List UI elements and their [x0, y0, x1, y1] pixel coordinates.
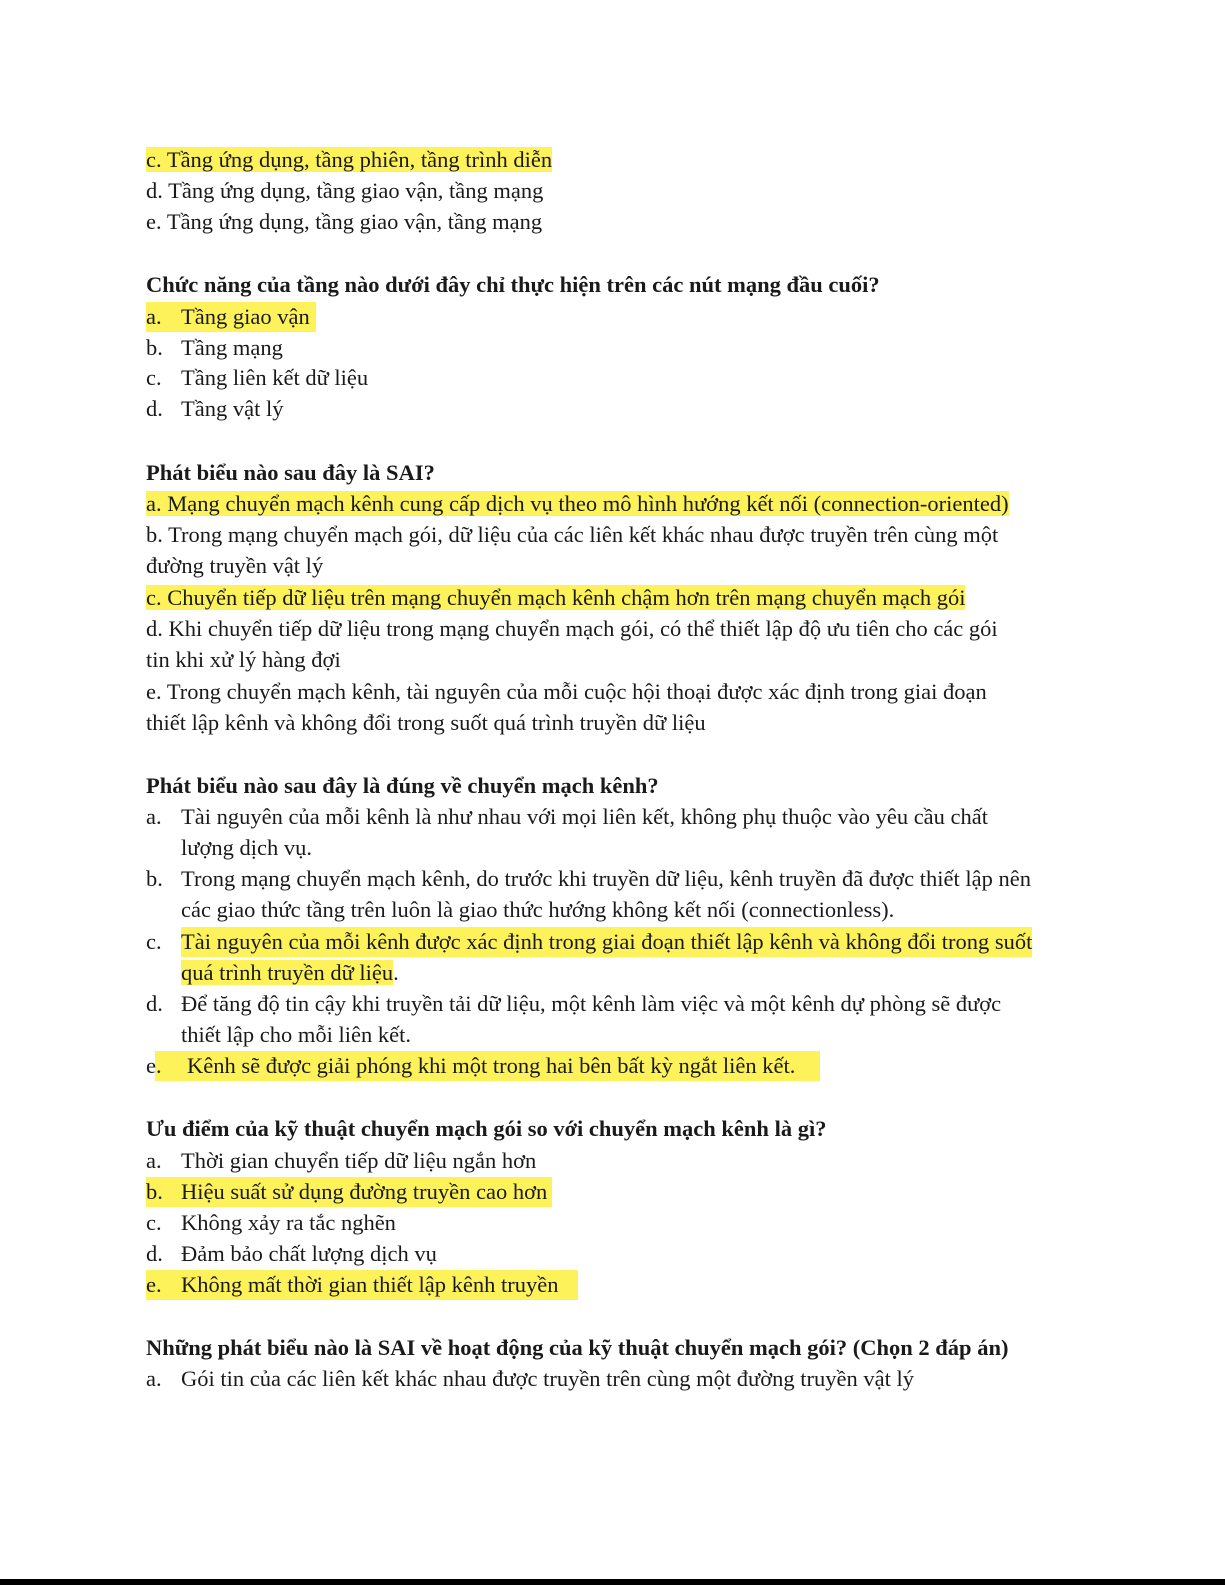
highlight: Tài nguyên của mỗi kênh được xác định trong giai đoạn thiết lập kênh và không đổi trong suốt — [181, 927, 1032, 957]
question-3: Phát biểu nào sau đây là đúng về chuyển mạch kênh? — [146, 773, 659, 798]
option-text: Thời gian chuyển tiếp dữ liệu ngắn hơn — [181, 1148, 537, 1173]
highlight: c. Tầng ứng dụng, tầng phiên, tầng trình diễn — [146, 147, 553, 172]
option-text: Gói tin của các liên kết khác nhau được truyền trên cùng một đường truyền vật lý — [181, 1366, 914, 1391]
option-text: Tầng liên kết dữ liệu — [181, 365, 369, 390]
question-5: Những phát biểu nào là SAI về hoạt động của kỹ thuật chuyển mạch gói? (Chọn 2 đáp án) — [146, 1335, 1009, 1360]
option-d: d. Tầng ứng dụng, tầng giao vận, tầng mạng — [146, 178, 544, 203]
highlight: quá trình truyền dữ liệu — [181, 960, 394, 985]
option-label: c. — [146, 1210, 162, 1235]
option-text: lượng dịch vụ. — [181, 835, 312, 860]
option-text: Hiệu suất sử dụng đường truyền cao hơn — [181, 1179, 548, 1204]
option-label: c. — [146, 365, 162, 390]
option-e: e. Tầng ứng dụng, tầng giao vận, tầng mạng — [146, 209, 543, 234]
option-text: thiết lập cho mỗi liên kết. — [181, 1022, 411, 1047]
q2-option-b-line2: đường truyền vật lý — [146, 553, 324, 578]
option-text: Đảm bảo chất lượng dịch vụ — [181, 1241, 437, 1266]
question-4: Ưu điểm của kỹ thuật chuyển mạch gói so với chuyển mạch kênh là gì? — [146, 1116, 827, 1141]
option-text: Kênh sẽ được giải phóng khi một trong hai bên bất kỳ ngắt liên kết — [187, 1053, 790, 1078]
highlight: c. Chuyển tiếp dữ liệu trên mạng chuyển mạch kênh chậm hơn trên mạng chuyển mạch gói — [146, 585, 966, 610]
page-bottom-edge — [0, 1579, 1225, 1585]
option-c — [146, 145, 552, 175]
option-text: Tầng giao vận — [181, 304, 310, 329]
question-1: Chức năng của tầng nào dưới đây chỉ thực hiện trên các nút mạng đầu cuối? — [146, 272, 880, 297]
option-text: Tầng mạng — [181, 335, 283, 360]
q2-option-e-line1: e. Trong chuyển mạch kênh, tài nguyên của mỗi cuộc hội thoại được xác định trong giai đoạn — [146, 679, 987, 704]
option-label: e. — [146, 1272, 162, 1297]
option-label: d. — [146, 1241, 163, 1266]
option-text: các giao thức tầng trên luôn là giao thức hướng không kết nối (connectionless). — [181, 897, 895, 922]
option-label: a. — [146, 1148, 162, 1173]
q2-option-c — [146, 583, 965, 613]
option-text: Không xảy ra tắc nghẽn — [181, 1210, 396, 1235]
highlight: a. Mạng chuyển mạch kênh cung cấp dịch vụ theo mô hình hướng kết nối (connection-oriented) — [146, 491, 1009, 516]
q2-option-b-line1: b. Trong mạng chuyển mạch gói, dữ liệu của các liên kết khác nhau được truyền trên cùng một — [146, 522, 999, 547]
option-text-end: . — [789, 1053, 796, 1078]
option-text: Tài nguyên của mỗi kênh là như nhau với mọi liên kết, không phụ thuộc vào yêu cầu chất — [181, 804, 989, 829]
question-2: Phát biểu nào sau đây là SAI? — [146, 460, 435, 485]
option-label: a. — [146, 1366, 162, 1391]
option-label: d. — [146, 991, 163, 1016]
option-label: a. — [146, 804, 162, 829]
option-label: b. — [146, 1179, 163, 1204]
option-text: Để tăng độ tin cậy khi truyền tải dữ liệu, một kênh làm việc và một kênh dự phòng sẽ được — [181, 991, 1002, 1016]
option-text-end: . — [393, 960, 399, 985]
option-label: c. — [146, 929, 162, 954]
option-label: a. — [146, 304, 162, 329]
q2-option-d-line2: tin khi xử lý hàng đợi — [146, 647, 341, 672]
q2-option-d-line1: d. Khi chuyển tiếp dữ liệu trong mạng chuyển mạch gói, có thể thiết lập độ ưu tiên cho các gói — [146, 616, 998, 641]
q2-option-a — [146, 489, 1009, 519]
option-label: d. — [146, 396, 163, 421]
q2-option-e-line2: thiết lập kênh và không đổi trong suốt quá trình truyền dữ liệu — [146, 710, 706, 735]
option-text: Trong mạng chuyển mạch kênh, do trước khi truyền dữ liệu, kênh truyền đã được thiết lập nên — [181, 866, 1031, 891]
option-label: b. — [146, 866, 163, 891]
option-text: Không mất thời gian thiết lập kênh truyền — [181, 1272, 559, 1297]
option-label: e. — [146, 1053, 162, 1078]
option-text: Tầng vật lý — [181, 396, 284, 421]
option-label: b. — [146, 335, 163, 360]
